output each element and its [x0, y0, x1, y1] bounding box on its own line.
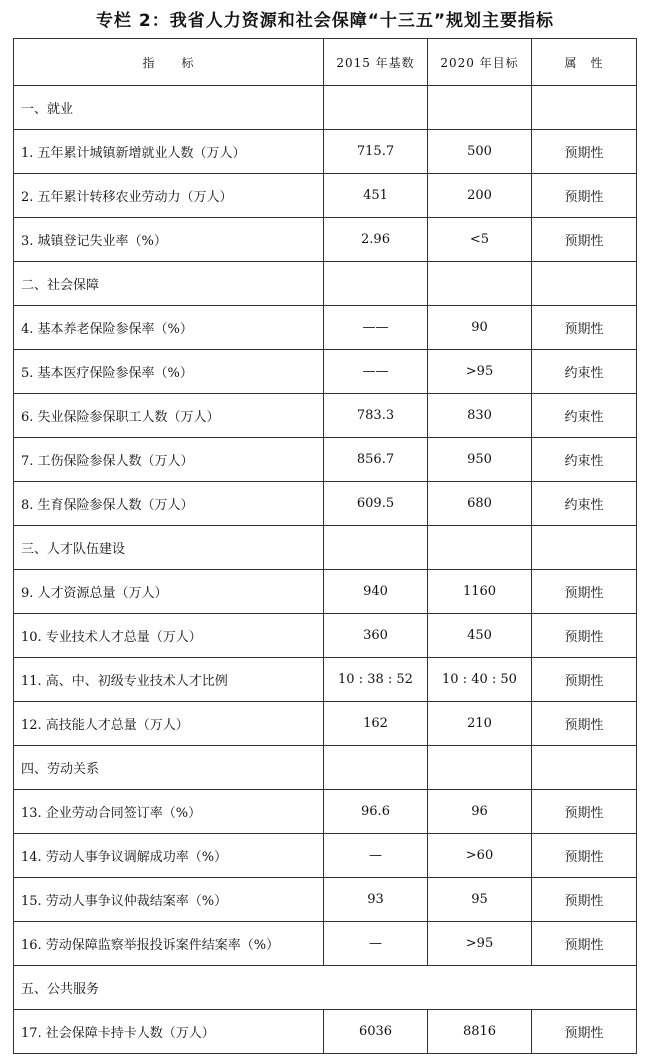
table-row: [14, 306, 637, 350]
target-2020-cell: 200: [428, 174, 532, 218]
header-attribute: 属 性: [532, 39, 637, 86]
attribute-cell: 预期性: [532, 218, 637, 262]
base-2015-cell: 162: [324, 702, 428, 746]
target-2020-cell: 210: [428, 702, 532, 746]
section-row: [14, 86, 637, 130]
table-row: [14, 790, 637, 834]
base-2015-cell: 360: [324, 614, 428, 658]
indicator-cell: 15. 劳动人事争议仲裁结案率（%）: [14, 878, 324, 922]
section-label: 三、人才队伍建设: [14, 526, 324, 570]
attribute-cell: 预期性: [532, 790, 637, 834]
table-row: [14, 1010, 637, 1054]
attribute-cell: 约束性: [532, 482, 637, 526]
table-row: [14, 570, 637, 614]
indicator-cell: 9. 人才资源总量（万人）: [14, 570, 324, 614]
empty-cell: [324, 526, 428, 570]
base-2015-cell: 940: [324, 570, 428, 614]
target-2020-cell: 830: [428, 394, 532, 438]
base-2015-cell: 451: [324, 174, 428, 218]
table-row: [14, 658, 637, 702]
base-2015-cell: 93: [324, 878, 428, 922]
target-2020-cell: 1160: [428, 570, 532, 614]
table-row: [14, 174, 637, 218]
indicator-cell: 6. 失业保险参保职工人数（万人）: [14, 394, 324, 438]
attribute-cell: 预期性: [532, 834, 637, 878]
empty-cell: [532, 86, 637, 130]
empty-cell: [324, 746, 428, 790]
table-row: [14, 702, 637, 746]
indicator-cell: 2. 五年累计转移农业劳动力（万人）: [14, 174, 324, 218]
empty-cell: [532, 262, 637, 306]
table-row: [14, 482, 637, 526]
indicator-cell: 11. 高、中、初级专业技术人才比例: [14, 658, 324, 702]
header-target-2020: 2020 年目标: [428, 39, 532, 86]
table-body: [14, 86, 637, 1054]
indicator-cell: 16. 劳动保障监察举报投诉案件结案率（%）: [14, 922, 324, 966]
attribute-cell: 约束性: [532, 394, 637, 438]
empty-cell: [324, 86, 428, 130]
base-2015-cell: 2.96: [324, 218, 428, 262]
target-2020-cell: 450: [428, 614, 532, 658]
attribute-cell: 预期性: [532, 614, 637, 658]
indicator-table: [13, 38, 637, 1054]
base-2015-cell: —: [324, 834, 428, 878]
indicator-cell: 4. 基本养老保险参保率（%）: [14, 306, 324, 350]
indicator-cell: 17. 社会保障卡持卡人数（万人）: [14, 1010, 324, 1054]
table-row: [14, 922, 637, 966]
header-indicator: 指 标: [14, 39, 324, 86]
target-2020-cell: 90: [428, 306, 532, 350]
empty-cell: [324, 262, 428, 306]
section-label: 四、劳动关系: [14, 746, 324, 790]
section-row: [14, 526, 637, 570]
table-row: [14, 614, 637, 658]
table-header-row: [14, 39, 637, 86]
attribute-cell: 约束性: [532, 438, 637, 482]
base-2015-cell: 783.3: [324, 394, 428, 438]
indicator-cell: 8. 生育保险参保人数（万人）: [14, 482, 324, 526]
indicator-cell: 3. 城镇登记失业率（%）: [14, 218, 324, 262]
attribute-cell: 预期性: [532, 922, 637, 966]
attribute-cell: 预期性: [532, 174, 637, 218]
base-2015-cell: 609.5: [324, 482, 428, 526]
target-2020-cell: 680: [428, 482, 532, 526]
base-2015-cell: 856.7: [324, 438, 428, 482]
section-label: 五、公共服务: [14, 966, 637, 1010]
target-2020-cell: 8816: [428, 1010, 532, 1054]
table-row: [14, 218, 637, 262]
empty-cell: [428, 746, 532, 790]
header-base-2015: 2015 年基数: [324, 39, 428, 86]
target-2020-cell: 950: [428, 438, 532, 482]
empty-cell: [428, 86, 532, 130]
target-2020-cell: >95: [428, 350, 532, 394]
section-row: [14, 746, 637, 790]
attribute-cell: 预期性: [532, 878, 637, 922]
indicator-cell: 12. 高技能人才总量（万人）: [14, 702, 324, 746]
base-2015-cell: 10 : 38 : 52: [324, 658, 428, 702]
section-row: [14, 262, 637, 306]
target-2020-cell: 95: [428, 878, 532, 922]
table-row: [14, 350, 637, 394]
attribute-cell: 预期性: [532, 570, 637, 614]
indicator-cell: 14. 劳动人事争议调解成功率（%）: [14, 834, 324, 878]
section-row: [14, 966, 637, 1010]
table-row: [14, 878, 637, 922]
target-2020-cell: <5: [428, 218, 532, 262]
indicator-cell: 10. 专业技术人才总量（万人）: [14, 614, 324, 658]
attribute-cell: 预期性: [532, 1010, 637, 1054]
indicator-cell: 7. 工伤保险参保人数（万人）: [14, 438, 324, 482]
indicator-cell: 5. 基本医疗保险参保率（%）: [14, 350, 324, 394]
target-2020-cell: >60: [428, 834, 532, 878]
target-2020-cell: 500: [428, 130, 532, 174]
indicator-cell: 1. 五年累计城镇新增就业人数（万人）: [14, 130, 324, 174]
attribute-cell: 预期性: [532, 306, 637, 350]
target-2020-cell: 10 : 40 : 50: [428, 658, 532, 702]
page-title: 专栏 2：我省人力资源和社会保障“十三五”规划主要指标: [95, 11, 555, 31]
target-2020-cell: 96: [428, 790, 532, 834]
table-row: [14, 394, 637, 438]
empty-cell: [532, 746, 637, 790]
indicator-cell: 13. 企业劳动合同签订率（%）: [14, 790, 324, 834]
table-row: [14, 834, 637, 878]
base-2015-cell: 715.7: [324, 130, 428, 174]
attribute-cell: 约束性: [532, 350, 637, 394]
target-2020-cell: >95: [428, 922, 532, 966]
section-label: 一、就业: [14, 86, 324, 130]
section-label: 二、社会保障: [14, 262, 324, 306]
empty-cell: [532, 526, 637, 570]
attribute-cell: 预期性: [532, 130, 637, 174]
base-2015-cell: 6036: [324, 1010, 428, 1054]
table-row: [14, 438, 637, 482]
base-2015-cell: ——: [324, 350, 428, 394]
empty-cell: [428, 526, 532, 570]
attribute-cell: 预期性: [532, 658, 637, 702]
base-2015-cell: —: [324, 922, 428, 966]
attribute-cell: 预期性: [532, 702, 637, 746]
table-row: [14, 130, 637, 174]
empty-cell: [428, 262, 532, 306]
base-2015-cell: ——: [324, 306, 428, 350]
base-2015-cell: 96.6: [324, 790, 428, 834]
